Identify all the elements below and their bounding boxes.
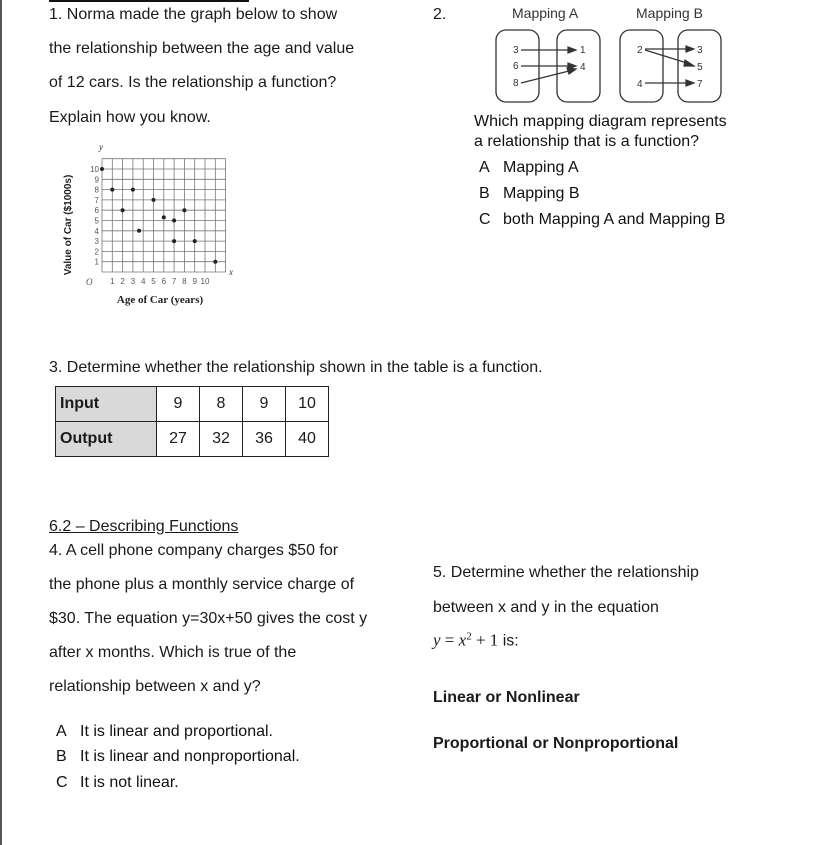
y-tick-label: 8 [94, 185, 99, 195]
mapping-a-input: 8 [513, 78, 519, 89]
equation-base: x [458, 630, 467, 650]
q2-question-line: Which mapping diagram represents [474, 113, 727, 130]
y-tick-label: 6 [94, 206, 99, 216]
table-cell: 10 [286, 387, 329, 422]
q3-prompt: 3. Determine whether the relationship shown in the table is a function. [49, 359, 543, 376]
x-tick-label: 10 [200, 277, 210, 286]
option-letter: C [479, 211, 491, 228]
q4-line: relationship between x and y? [49, 678, 261, 695]
mapping-arrow [521, 71, 569, 83]
top-rule [49, 0, 249, 2]
row-header: Output [56, 422, 157, 457]
option-letter: A [479, 159, 490, 176]
chart-ticks [90, 165, 210, 286]
q5-equation [433, 630, 519, 651]
q2-option-b[interactable] [479, 185, 580, 203]
option-letter: B [479, 185, 490, 202]
data-point [172, 239, 176, 243]
q5-choice-linear: Linear or Nonlinear [433, 689, 580, 706]
equation-equals: = [440, 630, 459, 650]
mapping-b-input: 4 [637, 79, 643, 90]
q4-line: after x months. Which is true of the [49, 644, 297, 661]
y-tick-label: 10 [90, 165, 99, 174]
mapping-b-output: 3 [697, 45, 703, 56]
table-cell: 8 [200, 387, 243, 422]
q1-line: Explain how you know. [49, 109, 211, 126]
mapping-a-input: 3 [513, 45, 519, 56]
y-axis-title: Value of Car ($1000s) [63, 174, 74, 276]
option-letter: A [56, 723, 67, 740]
table-cell: 27 [157, 422, 200, 457]
data-point [131, 188, 135, 192]
row-header: Input [56, 387, 157, 422]
q4-option-a[interactable] [56, 723, 273, 741]
mapping-b-domain-box [620, 30, 663, 102]
q1-line: 1. Norma made the graph below to show [49, 6, 338, 23]
q2-question-line: a relationship that is a function? [474, 133, 700, 150]
mapping-a-output: 1 [580, 45, 586, 56]
origin-label: O [86, 277, 93, 287]
q2-option-a[interactable] [479, 159, 579, 177]
data-point [100, 167, 104, 171]
section-heading: 6.2 – Describing Functions [49, 518, 239, 535]
x-axis-letter: x [229, 267, 233, 277]
mapping-a-output: 4 [580, 62, 586, 73]
x-tick-label: 5 [151, 277, 156, 286]
x-tick-label: 6 [161, 277, 167, 286]
q1-line: the relationship between the age and value [49, 40, 355, 57]
q5-line: between x and y in the equation [433, 599, 659, 616]
data-point [137, 229, 141, 233]
q4-line: 4. A cell phone company charges $50 for [49, 542, 339, 559]
x-tick-label: 7 [171, 277, 177, 286]
y-tick-label: 2 [94, 247, 99, 257]
data-point [162, 215, 166, 219]
table-row [56, 422, 329, 457]
y-axis-letter: y [99, 142, 103, 152]
data-point [193, 239, 197, 243]
x-axis-title: Age of Car (years) [116, 294, 204, 306]
table-cell: 9 [243, 387, 286, 422]
q5-choice-proportional: Proportional or Nonproportional [433, 735, 679, 752]
equation-lhs: y [433, 630, 441, 650]
data-point [213, 260, 217, 264]
data-point [152, 198, 156, 202]
data-point [172, 219, 176, 223]
option-text: It is linear and nonproportional. [80, 748, 300, 765]
table-cell: 9 [157, 387, 200, 422]
q2-option-c[interactable] [479, 211, 725, 229]
y-tick-label: 7 [94, 195, 99, 205]
data-point [182, 208, 186, 212]
x-tick-label: 3 [130, 277, 136, 286]
equation-exponent: 2 [466, 630, 472, 642]
mapping-b-title: Mapping B [636, 5, 703, 21]
x-tick-label: 1 [110, 277, 115, 286]
x-tick-label: 4 [140, 277, 146, 286]
option-text: Mapping A [503, 159, 579, 176]
scatter-chart [55, 140, 245, 310]
y-tick-label: 4 [94, 226, 99, 236]
option-letter: C [56, 774, 68, 791]
mapping-a-diagram [494, 28, 604, 104]
y-tick-label: 1 [94, 257, 99, 267]
chart-points [100, 167, 217, 264]
mapping-b-output: 5 [697, 62, 703, 73]
y-tick-label: 3 [94, 237, 99, 247]
data-point [121, 208, 125, 212]
option-letter: B [56, 748, 67, 765]
q4-option-c[interactable] [56, 774, 179, 792]
q1-line: of 12 cars. Is the relationship a function? [49, 74, 337, 91]
table-row [56, 387, 329, 422]
x-tick-label: 9 [192, 277, 197, 286]
mapping-a-title: Mapping A [512, 5, 579, 21]
y-tick-label: 5 [94, 216, 99, 226]
q4-option-b[interactable] [56, 748, 300, 766]
data-point [110, 188, 114, 192]
q3-table [55, 386, 329, 457]
mapping-b-input: 2 [637, 45, 643, 56]
page-left-border [0, 0, 2, 845]
equation-rest: + 1 [471, 630, 499, 650]
equation-suffix: is: [498, 632, 519, 650]
x-tick-label: 2 [120, 277, 125, 286]
q2-number: 2. [433, 6, 447, 23]
chart-grid [102, 159, 226, 272]
q5-line: 5. Determine whether the relationship [433, 564, 699, 581]
mapping-b-diagram [618, 28, 728, 104]
option-text: Mapping B [503, 185, 580, 202]
q4-line: the phone plus a monthly service charge of [49, 576, 355, 593]
mapping-a-input: 6 [513, 61, 519, 72]
option-text: It is not linear. [80, 774, 179, 791]
table-cell: 40 [286, 422, 329, 457]
mapping-arrow [645, 50, 687, 63]
x-tick-label: 8 [182, 277, 187, 286]
option-text: It is linear and proportional. [80, 723, 273, 740]
y-tick-label: 9 [94, 175, 99, 185]
option-text: both Mapping A and Mapping B [503, 211, 726, 228]
mapping-b-output: 7 [697, 79, 703, 90]
table-cell: 32 [200, 422, 243, 457]
table-cell: 36 [243, 422, 286, 457]
q4-line: $30. The equation y=30x+50 gives the cost y [49, 610, 368, 627]
